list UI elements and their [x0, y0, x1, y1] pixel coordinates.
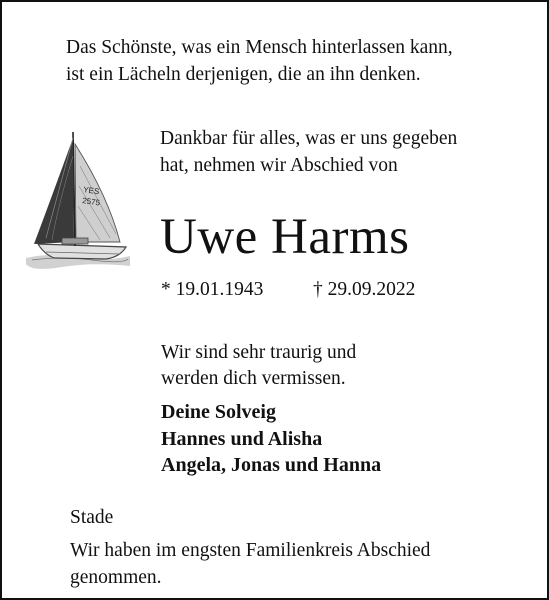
note-line-1: Wir haben im engsten Familienkreis Abschied — [70, 540, 431, 561]
mourning-line-2: werden dich vermissen. — [161, 368, 346, 389]
family-line-1: Deine Solveig — [161, 401, 276, 423]
mourning-line-1: Wir sind sehr traurig und — [161, 342, 357, 363]
funeral-note — [70, 537, 490, 591]
place-name: Stade — [70, 507, 114, 528]
intro-line-2: hat, nehmen wir Abschied von — [160, 155, 398, 176]
mourning-text — [161, 340, 356, 392]
intro-text — [160, 125, 457, 179]
quote-line-2: ist ein Lächeln derjenigen, die an ihn denken. — [66, 64, 421, 85]
quote-line-1: Das Schönste, was ein Mensch hinterlassen kann, — [66, 37, 453, 58]
memorial-quote — [66, 34, 453, 88]
note-line-2: genommen. — [70, 567, 162, 588]
sailboat-icon — [22, 126, 134, 276]
family-signature — [161, 399, 381, 479]
intro-line-1: Dankbar für alles, was er uns gegeben — [160, 128, 458, 149]
birth-date: * 19.01.1943 — [161, 279, 264, 300]
family-line-2: Hannes und Alisha — [161, 427, 323, 450]
death-date: † 29.09.2022 — [313, 279, 416, 300]
sail-number-top: YES — [82, 185, 100, 197]
deceased-name: Uwe Harms — [160, 209, 410, 265]
sail-number-bottom: 2575 — [81, 196, 101, 208]
family-line-3: Angela, Jonas und Hanna — [161, 454, 382, 476]
